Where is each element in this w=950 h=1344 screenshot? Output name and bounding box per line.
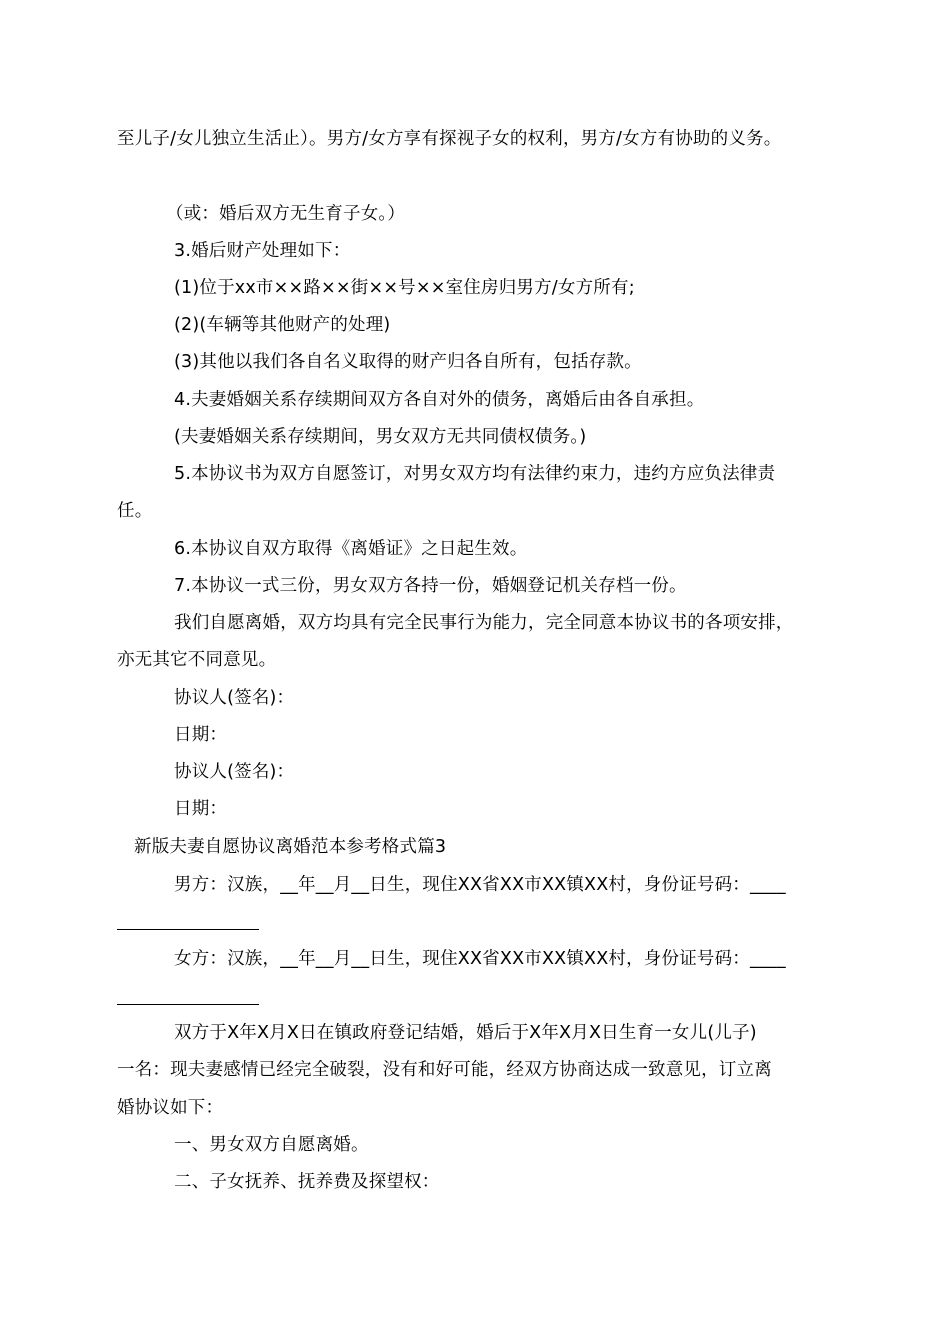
text-line: 7.本协议一式三份，男女双方各持一份，婚姻登记机关存档一份。 [174, 576, 687, 596]
signature-label: 协议人(签名)： [174, 688, 295, 708]
date-label: 日期： [174, 725, 228, 745]
blank-underline [117, 929, 259, 930]
text-line: 我们自愿离婚，双方均具有完全民事行为能力，完全同意本协议书的各项安排， [174, 613, 794, 633]
text-line: 二、子女抚养、抚养费及探望权： [174, 1172, 440, 1192]
text-line: 5.本协议书为双方自愿签订，对男女双方均有法律约束力，违约方应负法律责 [174, 464, 776, 484]
text-line: 婚协议如下： [117, 1098, 224, 1118]
text-line: （或：婚后双方无生育子女。） [166, 204, 406, 224]
date-label: 日期： [174, 799, 228, 819]
text-line: 4.夫妻婚姻关系存续期间双方各自对外的债务，离婚后由各自承担。 [174, 390, 705, 410]
text-line: (1)位于xx市××路××街××号××室住房归男方/女方所有; [174, 278, 635, 298]
blank-underline [117, 1004, 259, 1005]
text-line: 6.本协议自双方取得《离婚证》之日起生效。 [174, 539, 528, 559]
text-line: 女方：汉族，__年__月__日生，现住XX省XX市XX镇XX村，身份证号码：____ [174, 949, 786, 969]
section-heading: 新版夫妻自愿协议离婚范本参考格式篇3 [134, 837, 447, 857]
signature-label: 协议人(签名)： [174, 762, 295, 782]
text-line: 亦无其它不同意见。 [117, 650, 277, 670]
text-line: 3.婚后财产处理如下： [174, 241, 351, 261]
text-line: 男方：汉族，__年__月__日生，现住XX省XX市XX镇XX村，身份证号码：____ [174, 875, 786, 895]
text-line: (3)其他以我们各自名义取得的财产归各自所有，包括存款。 [174, 352, 642, 372]
text-line: 一名：现夫妻感情已经完全破裂，没有和好可能，经双方协商达成一致意见，订立离 [117, 1060, 772, 1080]
text-line: 双方于X年X月X日在镇政府登记结婚，婚后于X年X月X日生育一女儿(儿子) [174, 1023, 757, 1043]
text-line: (2)(车辆等其他财产的处理) [174, 315, 391, 335]
text-line: (夫妻婚姻关系存续期间，男女双方无共同债权债务。) [174, 427, 587, 447]
text-line: 至儿子/女儿独立生活止）。男方/女方享有探视子女的权利，男方/女方有协助的义务。 [117, 129, 782, 149]
text-line: 任。 [117, 501, 153, 521]
text-line: 一、男女双方自愿离婚。 [174, 1135, 369, 1155]
